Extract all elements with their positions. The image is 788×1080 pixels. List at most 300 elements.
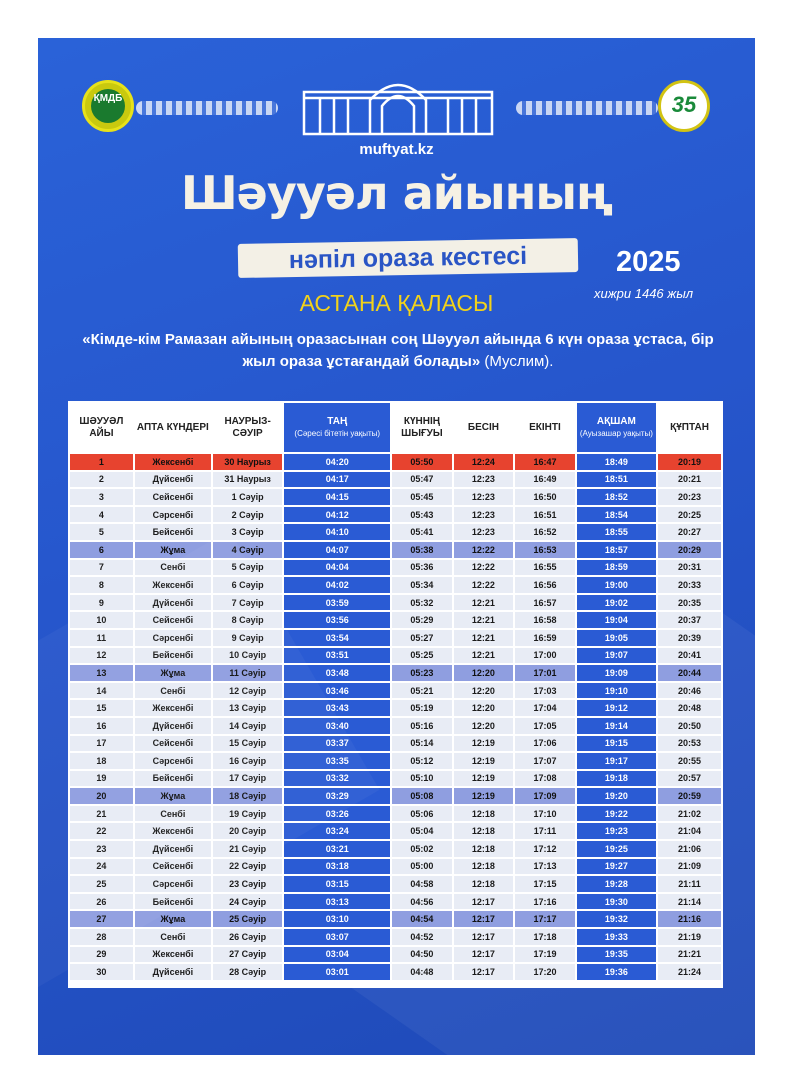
table-cell: Сәрсенбі	[135, 630, 211, 646]
ornament-left	[136, 101, 278, 115]
table-row	[70, 929, 721, 945]
table-cell: 21	[70, 806, 133, 822]
table-cell: 16:49	[515, 472, 575, 488]
table-cell: 03:40	[284, 718, 390, 734]
table-cell: 20:39	[658, 630, 721, 646]
table-cell: Сейсенбі	[135, 489, 211, 505]
table-cell: 03:29	[284, 788, 390, 804]
table-row	[70, 683, 721, 699]
table-cell: 04:50	[392, 947, 452, 963]
table-row	[70, 665, 721, 681]
column-header	[577, 403, 656, 452]
table-cell: 11	[70, 630, 133, 646]
table-cell: 1	[70, 454, 133, 470]
table-cell: 12:19	[454, 736, 514, 752]
table-cell: 19:30	[577, 894, 656, 910]
table-cell: 20:44	[658, 665, 721, 681]
table-cell: Жұма	[135, 542, 211, 558]
table-cell: 21:09	[658, 859, 721, 875]
table-row	[70, 841, 721, 857]
anniversary-number: 35	[671, 92, 697, 117]
table-cell: Дүйсенбі	[135, 841, 211, 857]
table-cell: Бейсенбі	[135, 648, 211, 664]
table-cell: 17:20	[515, 964, 575, 980]
table-cell: 20:33	[658, 577, 721, 593]
table-cell: 16	[70, 718, 133, 734]
table-cell: 12:18	[454, 876, 514, 892]
table-cell: Жұма	[135, 788, 211, 804]
table-cell: 12:22	[454, 542, 514, 558]
table-cell: 20:31	[658, 560, 721, 576]
table-cell: 12:18	[454, 841, 514, 857]
table-cell: 05:06	[392, 806, 452, 822]
table-cell: 13 Сәуір	[213, 700, 282, 716]
table-cell: 25 Сәуір	[213, 911, 282, 927]
table-cell: 20:25	[658, 507, 721, 523]
column-header-label: КҮННІҢ ШЫҒУЫ	[401, 415, 443, 439]
column-header-note: (Сәресі бітетін уақыты)	[294, 428, 381, 438]
table-cell: 04:12	[284, 507, 390, 523]
table-cell: 20:57	[658, 771, 721, 787]
table-cell: 5	[70, 524, 133, 540]
table-cell: 16:57	[515, 595, 575, 611]
table-cell: Сейсенбі	[135, 859, 211, 875]
table-cell: 12:23	[454, 472, 514, 488]
site-link[interactable]: muftyat.kz	[359, 141, 434, 158]
column-header-label: АПТА КҮНДЕРІ	[136, 421, 209, 433]
table-cell: 17:10	[515, 806, 575, 822]
table-cell: 21:04	[658, 823, 721, 839]
table-cell: 04:07	[284, 542, 390, 558]
table-row	[70, 577, 721, 593]
table-cell: 19:20	[577, 788, 656, 804]
table-cell: 17 Сәуір	[213, 771, 282, 787]
table-cell: 18:57	[577, 542, 656, 558]
table-cell: 19:28	[577, 876, 656, 892]
column-header-label: ҚҰПТАН	[670, 421, 709, 433]
dumk-logo	[82, 80, 134, 132]
column-header-label: ЕКІНТІ	[529, 421, 561, 433]
table-cell: 05:25	[392, 648, 452, 664]
table-row	[70, 524, 721, 540]
table-cell: 19:17	[577, 753, 656, 769]
table-cell: 03:26	[284, 806, 390, 822]
table-cell: Сейсенбі	[135, 736, 211, 752]
table-cell: 05:14	[392, 736, 452, 752]
table-cell: 20:50	[658, 718, 721, 734]
table-cell: 12:20	[454, 718, 514, 734]
table-cell: 4 Сәуір	[213, 542, 282, 558]
table-cell: 16:50	[515, 489, 575, 505]
table-cell: 12	[70, 648, 133, 664]
table-cell: 30	[70, 964, 133, 980]
table-cell: 18 Сәуір	[213, 788, 282, 804]
table-cell: 19:35	[577, 947, 656, 963]
table-cell: 19	[70, 771, 133, 787]
table-cell: 16:52	[515, 524, 575, 540]
table-cell: Жексенбі	[135, 700, 211, 716]
table-cell: 18:54	[577, 507, 656, 523]
table-cell: 20	[70, 788, 133, 804]
ornament-right	[516, 101, 658, 115]
table-cell: 04:15	[284, 489, 390, 505]
city-name: АСТАНА ҚАЛАСЫ	[299, 290, 494, 316]
hijri-year: хижри 1446 жыл	[594, 286, 694, 301]
table-cell: Жексенбі	[135, 454, 211, 470]
table-cell: 23	[70, 841, 133, 857]
table-cell: 21:11	[658, 876, 721, 892]
subtitle: нәпіл ораза кестесі	[238, 238, 579, 278]
column-header	[392, 403, 452, 452]
table-cell: 29	[70, 947, 133, 963]
column-header	[284, 403, 390, 452]
table-cell: 21:19	[658, 929, 721, 945]
table-cell: 05:36	[392, 560, 452, 576]
table-row	[70, 612, 721, 628]
column-header	[213, 403, 282, 452]
table-cell: 04:54	[392, 911, 452, 927]
table-cell: 12:22	[454, 577, 514, 593]
table-cell: Сәрсенбі	[135, 876, 211, 892]
table-cell: 12:17	[454, 929, 514, 945]
table-cell: 21:24	[658, 964, 721, 980]
table-cell: 8	[70, 577, 133, 593]
table-cell: 27	[70, 911, 133, 927]
table-cell: 04:10	[284, 524, 390, 540]
table-cell: 26 Сәуір	[213, 929, 282, 945]
table-cell: 05:45	[392, 489, 452, 505]
table-cell: 28 Сәуір	[213, 964, 282, 980]
table-cell: 10	[70, 612, 133, 628]
table-row	[70, 911, 721, 927]
table-cell: 19:05	[577, 630, 656, 646]
table-cell: 12:17	[454, 911, 514, 927]
table-cell: 12 Сәуір	[213, 683, 282, 699]
table-cell: 18:51	[577, 472, 656, 488]
table-cell: 16:51	[515, 507, 575, 523]
table-cell: 05:41	[392, 524, 452, 540]
table-cell: 17:03	[515, 683, 575, 699]
table-cell: 03:13	[284, 894, 390, 910]
table-cell: 31 Наурыз	[213, 472, 282, 488]
hadith-source: (Муслим).	[480, 353, 554, 370]
table-cell: 03:59	[284, 595, 390, 611]
table-cell: 7 Сәуір	[213, 595, 282, 611]
table-cell: 26	[70, 894, 133, 910]
table-cell: 05:02	[392, 841, 452, 857]
table-cell: 17	[70, 736, 133, 752]
table-cell: 03:43	[284, 700, 390, 716]
table-cell: 16:56	[515, 577, 575, 593]
table-cell: 16:47	[515, 454, 575, 470]
table-cell: 17:00	[515, 648, 575, 664]
table-cell: Сейсенбі	[135, 612, 211, 628]
table-cell: 16:59	[515, 630, 575, 646]
table-cell: 19:00	[577, 577, 656, 593]
table-cell: 6	[70, 542, 133, 558]
table-cell: 03:01	[284, 964, 390, 980]
table-cell: 20:59	[658, 788, 721, 804]
table-cell: 12:21	[454, 630, 514, 646]
table-cell: 21:21	[658, 947, 721, 963]
table-cell: 20:41	[658, 648, 721, 664]
table-cell: 05:16	[392, 718, 452, 734]
table-cell: 19:25	[577, 841, 656, 857]
table-cell: 12:23	[454, 524, 514, 540]
table-cell: 12:19	[454, 753, 514, 769]
table-cell: 20:53	[658, 736, 721, 752]
table-row	[70, 947, 721, 963]
table-cell: 19:09	[577, 665, 656, 681]
table-cell: 2	[70, 472, 133, 488]
table-cell: 14 Сәуір	[213, 718, 282, 734]
table-row	[70, 788, 721, 804]
table-cell: 2 Сәуір	[213, 507, 282, 523]
table-cell: 05:10	[392, 771, 452, 787]
year: 2025	[616, 246, 681, 278]
table-row	[70, 736, 721, 752]
table-cell: 18:52	[577, 489, 656, 505]
table-cell: 17:08	[515, 771, 575, 787]
table-cell: 20:21	[658, 472, 721, 488]
table-cell: 04:48	[392, 964, 452, 980]
table-cell: 12:22	[454, 560, 514, 576]
table-cell: 20:35	[658, 595, 721, 611]
table-cell: 04:02	[284, 577, 390, 593]
table-cell: 03:54	[284, 630, 390, 646]
table-cell: 04:52	[392, 929, 452, 945]
table-cell: 03:18	[284, 859, 390, 875]
table-cell: 20:23	[658, 489, 721, 505]
table-cell: 05:08	[392, 788, 452, 804]
table-cell: 9 Сәуір	[213, 630, 282, 646]
table-row	[70, 753, 721, 769]
table-row	[70, 489, 721, 505]
table-cell: 19:02	[577, 595, 656, 611]
table-cell: 17:19	[515, 947, 575, 963]
table-cell: 03:10	[284, 911, 390, 927]
table-cell: 21:16	[658, 911, 721, 927]
table-cell: 05:00	[392, 859, 452, 875]
table-row	[70, 472, 721, 488]
table-cell: 12:19	[454, 771, 514, 787]
dumk-logo-text: ҚМДБ	[91, 89, 125, 123]
table-cell: 03:48	[284, 665, 390, 681]
table-cell: 12:21	[454, 612, 514, 628]
column-header-note: (Ауызашар уақыты)	[579, 428, 653, 438]
table-cell: 11 Сәуір	[213, 665, 282, 681]
table-cell: 05:38	[392, 542, 452, 558]
table-cell: 25	[70, 876, 133, 892]
table-row	[70, 595, 721, 611]
table-cell: 6 Сәуір	[213, 577, 282, 593]
table-cell: Бейсенбі	[135, 894, 211, 910]
table-row	[70, 823, 721, 839]
table-cell: 03:15	[284, 876, 390, 892]
table-cell: 04:56	[392, 894, 452, 910]
table-cell: 19:07	[577, 648, 656, 664]
table-cell: 03:04	[284, 947, 390, 963]
table-cell: 17:09	[515, 788, 575, 804]
table-cell: 12:18	[454, 859, 514, 875]
table-cell: 18:55	[577, 524, 656, 540]
table-cell: Жұма	[135, 665, 211, 681]
table-cell: 16:58	[515, 612, 575, 628]
table-cell: 15	[70, 700, 133, 716]
table-row	[70, 454, 721, 470]
table-cell: 21:14	[658, 894, 721, 910]
anniversary-logo	[658, 80, 710, 132]
table-cell: 12:24	[454, 454, 514, 470]
table-cell: Сенбі	[135, 560, 211, 576]
table-cell: 19:22	[577, 806, 656, 822]
table-cell: 05:21	[392, 683, 452, 699]
table-cell: 05:50	[392, 454, 452, 470]
table-row	[70, 507, 721, 523]
table-cell: Жексенбі	[135, 947, 211, 963]
column-header	[70, 403, 133, 452]
table-cell: 19:10	[577, 683, 656, 699]
table-cell: Жексенбі	[135, 823, 211, 839]
table-cell: 20:37	[658, 612, 721, 628]
table-cell: 20:29	[658, 542, 721, 558]
table-cell: 12:21	[454, 595, 514, 611]
table-cell: 05:43	[392, 507, 452, 523]
table-row	[70, 771, 721, 787]
table-cell: 05:19	[392, 700, 452, 716]
table-cell: 05:04	[392, 823, 452, 839]
table-cell: 22 Сәуір	[213, 859, 282, 875]
table-row	[70, 718, 721, 734]
table-cell: 12:21	[454, 648, 514, 664]
table-cell: 21:06	[658, 841, 721, 857]
table-cell: 24 Сәуір	[213, 894, 282, 910]
table-cell: 21 Сәуір	[213, 841, 282, 857]
table-cell: 03:37	[284, 736, 390, 752]
table-cell: 19:14	[577, 718, 656, 734]
table-cell: 03:46	[284, 683, 390, 699]
column-header-label: НАУРЫЗ- СӘУІР	[224, 415, 271, 439]
table-cell: 12:18	[454, 806, 514, 822]
table-cell: 19:18	[577, 771, 656, 787]
table-row	[70, 648, 721, 664]
column-header	[135, 403, 211, 452]
table-cell: 1 Сәуір	[213, 489, 282, 505]
table-cell: Сәрсенбі	[135, 507, 211, 523]
table-cell: 12:19	[454, 788, 514, 804]
table-cell: 24	[70, 859, 133, 875]
table-cell: 10 Сәуір	[213, 648, 282, 664]
table-cell: 04:04	[284, 560, 390, 576]
table-cell: 04:58	[392, 876, 452, 892]
table-row	[70, 964, 721, 980]
table-cell: 16:55	[515, 560, 575, 576]
table-cell: 17:04	[515, 700, 575, 716]
table-cell: 7	[70, 560, 133, 576]
table-cell: Жексенбі	[135, 577, 211, 593]
column-header-label: ШӘУУӘЛ АЙЫ	[79, 415, 124, 439]
table-cell: 20 Сәуір	[213, 823, 282, 839]
table-cell: 20:48	[658, 700, 721, 716]
column-header-label: БЕСІН	[467, 421, 499, 433]
table-cell: 19:23	[577, 823, 656, 839]
table-cell: 12:17	[454, 894, 514, 910]
table-cell: 05:12	[392, 753, 452, 769]
table-cell: 05:47	[392, 472, 452, 488]
table-row	[70, 542, 721, 558]
table-cell: 17:05	[515, 718, 575, 734]
table-cell: 17:06	[515, 736, 575, 752]
column-header-label: АҚШАМ	[596, 415, 636, 427]
table-cell: 17:01	[515, 665, 575, 681]
table-cell: 19 Сәуір	[213, 806, 282, 822]
table-cell: Сәрсенбі	[135, 753, 211, 769]
table-cell: 12:20	[454, 700, 514, 716]
table-cell: 18	[70, 753, 133, 769]
column-header	[515, 403, 575, 452]
table-cell: 03:51	[284, 648, 390, 664]
table-cell: Дүйсенбі	[135, 595, 211, 611]
table-cell: 19:27	[577, 859, 656, 875]
table-cell: 05:23	[392, 665, 452, 681]
table-cell: 03:24	[284, 823, 390, 839]
table-cell: 16:53	[515, 542, 575, 558]
table-cell: 03:56	[284, 612, 390, 628]
table-row	[70, 700, 721, 716]
hadith-text: «Кімде-кім Рамазан айының оразасынан соң Шәууәл айында 6 күн ораза ұстаса, бір жыл ораза ұстағандай болады»	[82, 331, 714, 370]
table-cell: 12:23	[454, 489, 514, 505]
table-cell: 3	[70, 489, 133, 505]
table-cell: 17:11	[515, 823, 575, 839]
schedule-table	[68, 401, 723, 988]
table-cell: 12:17	[454, 964, 514, 980]
table-cell: 05:29	[392, 612, 452, 628]
mosque-building-icon	[300, 72, 496, 136]
table-cell: 19:12	[577, 700, 656, 716]
table-row	[70, 560, 721, 576]
table-cell: 12:17	[454, 947, 514, 963]
table-cell: 17:13	[515, 859, 575, 875]
table-cell: 21:02	[658, 806, 721, 822]
table-row	[70, 894, 721, 910]
table-cell: 17:12	[515, 841, 575, 857]
hadith-quote	[78, 329, 718, 373]
table-cell: 03:21	[284, 841, 390, 857]
column-header	[658, 403, 721, 452]
table-cell: 14	[70, 683, 133, 699]
table-cell: 17:16	[515, 894, 575, 910]
table-cell: 19:36	[577, 964, 656, 980]
table-cell: 03:35	[284, 753, 390, 769]
table-cell: 19:15	[577, 736, 656, 752]
table-cell: 20:27	[658, 524, 721, 540]
table-cell: Дүйсенбі	[135, 472, 211, 488]
table-cell: 13	[70, 665, 133, 681]
table-cell: 9	[70, 595, 133, 611]
table-cell: Дүйсенбі	[135, 718, 211, 734]
table-cell: 03:32	[284, 771, 390, 787]
table-cell: 30 Наурыз	[213, 454, 282, 470]
table-cell: 28	[70, 929, 133, 945]
table-cell: 27 Сәуір	[213, 947, 282, 963]
table-cell: 8 Сәуір	[213, 612, 282, 628]
table-cell: Сенбі	[135, 683, 211, 699]
table-cell: 04:20	[284, 454, 390, 470]
table-row	[70, 806, 721, 822]
table-cell: 19:33	[577, 929, 656, 945]
table-cell: 12:18	[454, 823, 514, 839]
table-cell: Дүйсенбі	[135, 964, 211, 980]
